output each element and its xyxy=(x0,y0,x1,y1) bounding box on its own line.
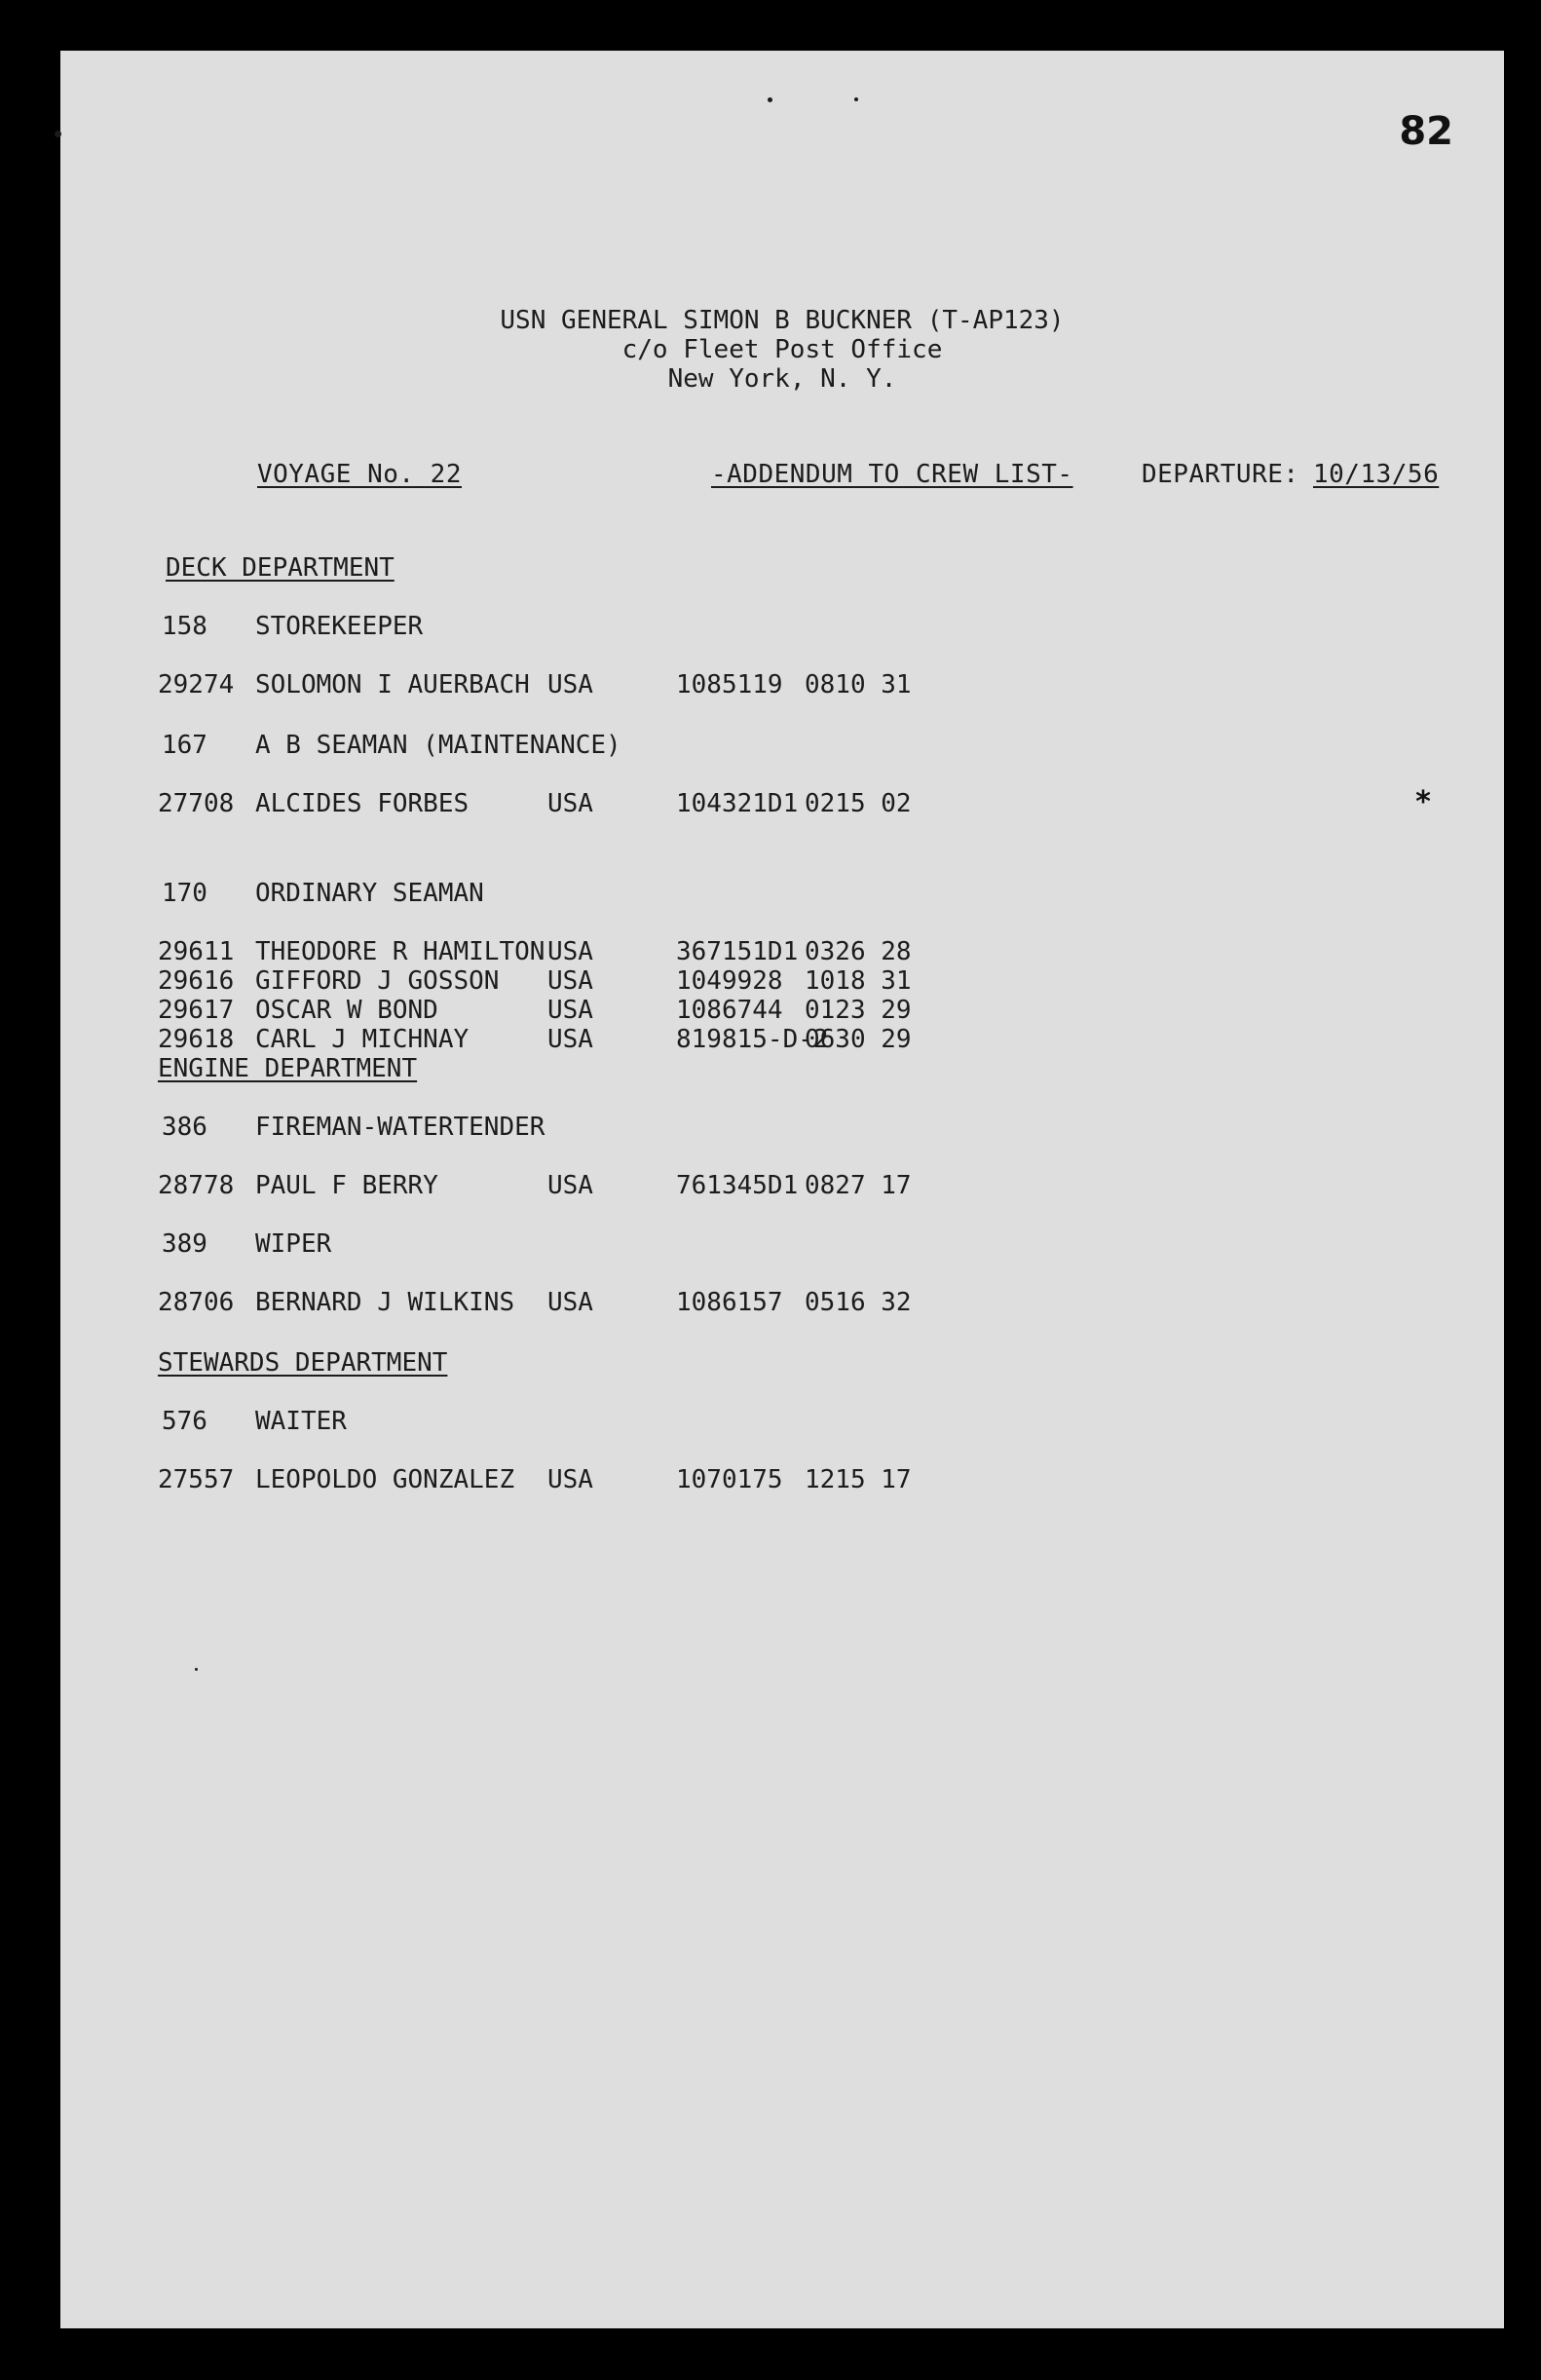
departure-label: DEPARTURE: xyxy=(1142,460,1299,489)
crew-name: ALCIDES FORBES xyxy=(255,789,470,818)
asterisk-mark: * xyxy=(1414,785,1433,819)
crew-number: 28778 xyxy=(158,1171,235,1200)
crew-document-number: 1049928 xyxy=(676,966,783,996)
rating-row xyxy=(60,1229,1504,1259)
crew-document-number: 367151D1 xyxy=(676,937,799,966)
crew-row xyxy=(60,1465,1504,1494)
crew-name: SOLOMON I AUERBACH xyxy=(255,670,530,699)
ship-name: USN GENERAL SIMON B BUCKNER (T-AP123) xyxy=(500,306,1065,335)
crew-name: THEODORE R HAMILTON xyxy=(255,937,545,966)
crew-nationality: USA xyxy=(547,1288,593,1317)
crew-document-number: 1086157 xyxy=(676,1288,783,1317)
crew-birth-code: 1215 17 xyxy=(805,1465,912,1494)
rating-code: 170 xyxy=(162,879,207,908)
crew-row xyxy=(60,996,1504,1025)
post-office-line: c/o Fleet Post Office xyxy=(621,335,943,364)
crew-birth-code: 0630 29 xyxy=(805,1025,912,1054)
crew-birth-code: 0827 17 xyxy=(805,1171,912,1200)
rating-row xyxy=(60,1113,1504,1142)
crew-number: 29617 xyxy=(158,996,235,1025)
document-page xyxy=(60,51,1504,2328)
crew-name: GIFFORD J GOSSON xyxy=(255,966,500,996)
crew-document-number: 1085119 xyxy=(676,670,783,699)
crew-nationality: USA xyxy=(547,937,593,966)
crew-document-number: 1070175 xyxy=(676,1465,783,1494)
rating-row xyxy=(60,731,1504,760)
rating-row xyxy=(60,1407,1504,1436)
rating-title: A B SEAMAN (MAINTENANCE) xyxy=(255,731,621,760)
rating-title: FIREMAN-WATERTENDER xyxy=(255,1113,545,1142)
dust-speck xyxy=(55,131,61,137)
dust-speck xyxy=(854,97,858,101)
crew-nationality: USA xyxy=(547,1465,593,1494)
crew-document-number: 104321D1 xyxy=(676,789,799,818)
rating-code: 167 xyxy=(162,731,207,760)
department-heading: STEWARDS DEPARTMENT xyxy=(158,1348,448,1378)
crew-number: 29274 xyxy=(158,670,235,699)
crew-name: CARL J MICHNAY xyxy=(255,1025,470,1054)
crew-row xyxy=(60,785,1504,819)
crew-number: 27708 xyxy=(158,789,235,818)
voyage-number: VOYAGE No. 22 xyxy=(257,460,462,489)
crew-row xyxy=(60,937,1504,966)
list-title: -ADDENDUM TO CREW LIST- xyxy=(711,460,1073,489)
crew-number: 28706 xyxy=(158,1288,235,1317)
crew-nationality: USA xyxy=(547,1025,593,1054)
crew-row xyxy=(60,670,1504,699)
crew-number: 29616 xyxy=(158,966,235,996)
crew-birth-code: 0326 28 xyxy=(805,937,912,966)
crew-row xyxy=(60,1025,1504,1054)
crew-row xyxy=(60,1288,1504,1317)
crew-document-number: 761345D1 xyxy=(676,1171,799,1200)
crew-row xyxy=(60,966,1504,996)
page-number: 82 xyxy=(1399,109,1453,154)
department-heading: ENGINE DEPARTMENT xyxy=(158,1054,418,1083)
rating-title: ORDINARY SEAMAN xyxy=(255,879,484,908)
department-heading: DECK DEPARTMENT xyxy=(166,553,395,583)
city-line: New York, N. Y. xyxy=(667,364,897,394)
rating-title: STOREKEEPER xyxy=(255,612,424,641)
crew-nationality: USA xyxy=(547,670,593,699)
crew-name: BERNARD J WILKINS xyxy=(255,1288,515,1317)
crew-number: 29611 xyxy=(158,937,235,966)
crew-number: 27557 xyxy=(158,1465,235,1494)
crew-row xyxy=(60,1171,1504,1200)
departure-date: 10/13/56 xyxy=(1313,460,1440,489)
crew-nationality: USA xyxy=(547,996,593,1025)
crew-name: PAUL F BERRY xyxy=(255,1171,438,1200)
crew-birth-code: 0215 02 xyxy=(805,789,912,818)
crew-birth-code: 0123 29 xyxy=(805,996,912,1025)
crew-name: LEOPOLDO GONZALEZ xyxy=(255,1465,515,1494)
crew-document-number: 819815-D-2 xyxy=(676,1025,829,1054)
crew-nationality: USA xyxy=(547,1171,593,1200)
rating-title: WIPER xyxy=(255,1229,332,1259)
rating-row xyxy=(60,879,1504,908)
rating-title: WAITER xyxy=(255,1407,347,1436)
rating-code: 576 xyxy=(162,1407,207,1436)
crew-name: OSCAR W BOND xyxy=(255,996,438,1025)
crew-birth-code: 0810 31 xyxy=(805,670,912,699)
rating-code: 158 xyxy=(162,612,207,641)
crew-birth-code: 0516 32 xyxy=(805,1288,912,1317)
crew-nationality: USA xyxy=(547,789,593,818)
crew-number: 29618 xyxy=(158,1025,235,1054)
crew-document-number: 1086744 xyxy=(676,996,783,1025)
dust-speck xyxy=(195,1668,198,1671)
dust-speck xyxy=(768,97,772,102)
rating-code: 386 xyxy=(162,1113,207,1142)
crew-birth-code: 1018 31 xyxy=(805,966,912,996)
crew-nationality: USA xyxy=(547,966,593,996)
rating-row xyxy=(60,612,1504,641)
rating-code: 389 xyxy=(162,1229,207,1259)
